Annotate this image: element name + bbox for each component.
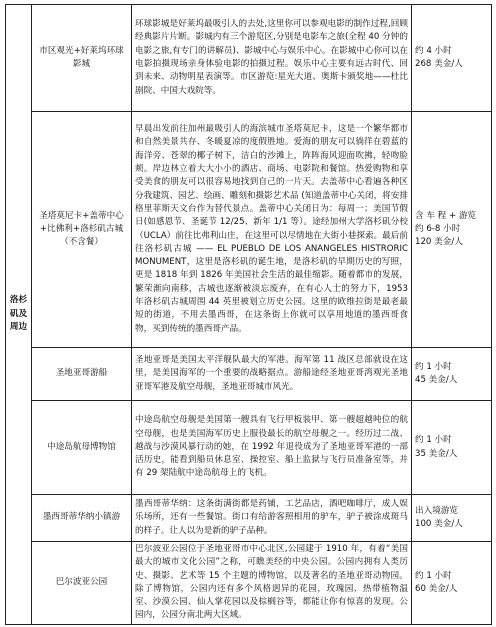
tour-description: 圣地亚哥是美国太平洋舰队最大的军港。海军第 11 战区总部就设在这里，是美国海军的一个重要的战略据点。游船途经圣地亚哥湾观光圣地亚哥军港及航空母舰，圣地亚哥城市风光。: [135, 355, 408, 392]
tour-description: 巴尔波亚公园位于圣地亚哥市中心北区,公园建于 1910 年，有着“美国最大的城市文化公园”之称，可瞧美经的中央公园。公园内拥有人类历史、摄影、艺术等 15 个主题的博物馆，以及著名的圣地亚哥动物园。除了博物馆，公园内还有多个风格迥异的花园，玫瑰园、热带植物温室、沙漠公园、仙人掌花园以及棕榈谷等，都能让你有惊喜的发现。公园内，公园分南北两大区域。: [135, 544, 408, 621]
tour-name: 圣地亚哥游船: [55, 368, 108, 379]
tour-mode: 含 车 程 + 游览: [415, 210, 477, 221]
tour-price: 60 美金/人: [415, 583, 458, 594]
tour-name: 市区观光+好莱坞环球影城: [39, 45, 124, 69]
tour-price: 35 美金/人: [415, 448, 458, 459]
tour-price: 120 美金/人: [415, 237, 463, 248]
table-row: [6, 542, 492, 625]
tour-description-cell: [132, 401, 412, 495]
table-row: [6, 401, 492, 495]
tour-duration: 约 1 小时: [415, 361, 452, 372]
tour-name-cell: [32, 112, 132, 348]
tour-description-cell: [132, 495, 412, 542]
tour-description-cell: [132, 5, 412, 112]
tour-price: 45 美金/人: [415, 375, 458, 385]
tour-price: 100 美金/人: [415, 519, 463, 529]
tour-duration: 约 4 小时: [415, 45, 452, 56]
table-row: [6, 348, 492, 401]
tour-name-cell: [32, 348, 132, 401]
tour-duration: 约 1 小时: [415, 435, 452, 446]
tour-description: 早晨出发前往加州最吸引人的海滨城市圣塔莫尼卡，这是一个繁华都市和自然美景共存、冬暖夏凉的度假胜地。爱海的朋友可以徜徉在碧蓝的海洋旁、苍翠的椰子树下，洁白的沙滩上，阵阵海风迎面吹拂，轻吻脸颊。岸边林立着大大小小的酒店、商场、电影院和餐馆。热爱购物和享受美食的朋友可以很容易地找到自己的一片天。去盖蒂中心看遍各种区分我建筑、园艺、绘画、雕刻和摄影艺术品 (知道盖蒂中心关闭，将安排格里菲斯天文台作为替代景点。盖蒂中心关闭日为：每周一；美国节假日(如感恩节、圣诞节 12/25、新年 1/1 等）。途经加州大学洛杉矶分校（UCLA）前往比弗利山庄，在这里可以尽情地在大街小巷探索。最后前往洛杉矶古城 —— EL PUEBLO DE LOS ANANGELES HISTRORIC MONUMENT，这里是洛杉矶的诞生地，是洛杉矶的早期历史的写照，更是 1818 年到 1826 年美国社会生活的最佳缩影。随着都市的发展，繁荣渐向南移，古城也逐渐被淡忘废弃，在有心人士的努力下，1953 年洛杉矶古城周围 44 英里被划立历史公园。这里的欧维拉街是最老最短的街道，不用去墨西哥，在这条街上你就可以享用地道的墨西哥食物，买到传统的墨西哥产品。: [135, 124, 408, 334]
tour-description-cell: [132, 542, 412, 625]
itinerary-table: [5, 4, 492, 625]
tour-meta-cell: [412, 112, 492, 348]
tour-duration: 约 1 小时: [415, 570, 452, 581]
tour-meta-cell: [412, 401, 492, 495]
tour-description: 中途岛航空母舰是美国第一艘具有飞行甲板装甲、第一艘超越吨位的航空母舰，也是美国海军历史上服役最长的航空母舰之一。经历过二战、越战与沙漠风暴行动的她，在 1992 年退役成为了圣地亚哥军港的一部活历史，能看到船员休息室、操控室、船上监狱与飞行员准备室等，并有 29 架陆航中途岛航母上的飞机。: [135, 415, 408, 479]
tour-name: 巴尔波亚公园: [55, 577, 108, 588]
tour-name: 中途岛航母博物馆: [47, 441, 116, 452]
tour-meta-cell: [412, 348, 492, 401]
region-label: 洛杉矶及周边: [9, 295, 28, 333]
region-cell: [6, 5, 32, 625]
tour-description-cell: [132, 112, 412, 348]
tour-name-cell: [32, 401, 132, 495]
tour-meta-cell: [412, 542, 492, 625]
tour-name: 圣塔莫尼卡+盖蒂中心+比佛利+洛杉矶古城（不含餐）: [39, 210, 124, 248]
tour-name-cell: [32, 5, 132, 112]
tour-price: 268 美金/人: [415, 59, 463, 69]
tour-name-cell: [32, 542, 132, 625]
tour-description: 环球影城是好莱坞最吸引人的去处,这里你可以参观电影的制作过程,回顾经典影片片断。影城内有三个游览区,分别是电影车之旅(全程 40 分钟的电影之旅,有专门的讲解员)、影城中心与娱乐中心。在影城中心你可以在电影拍摄现场亲身体验电影的拍摄过程。娱乐中心主要有远古时代、回到未来、动物明星表演等。市区游览:星光大道、奥斯卡颁奖地——杜比剧院、中国大戏院等。: [135, 19, 408, 96]
table-row: [6, 5, 492, 112]
tour-description-cell: [132, 348, 412, 401]
tour-meta-cell: [412, 495, 492, 542]
tour-name: 墨西哥蒂华纳小镇游: [42, 512, 121, 523]
tour-mode: 出入境游览: [415, 505, 458, 516]
table-row: [6, 112, 492, 348]
tour-meta-cell: [412, 5, 492, 112]
table-row: [6, 495, 492, 542]
tour-description: 墨西哥蒂华纳：这条街满街都是药铺，工艺品店，酒吧咖啡厅，成人娱乐场所，还有一些餐馆。街口有给游客照相用的驴车，驴子被涂成斑马的样子。让人以为是新的驴子品种。: [135, 499, 408, 536]
tour-name-cell: [32, 495, 132, 542]
tour-duration: 约 6-8 小时: [415, 223, 461, 234]
